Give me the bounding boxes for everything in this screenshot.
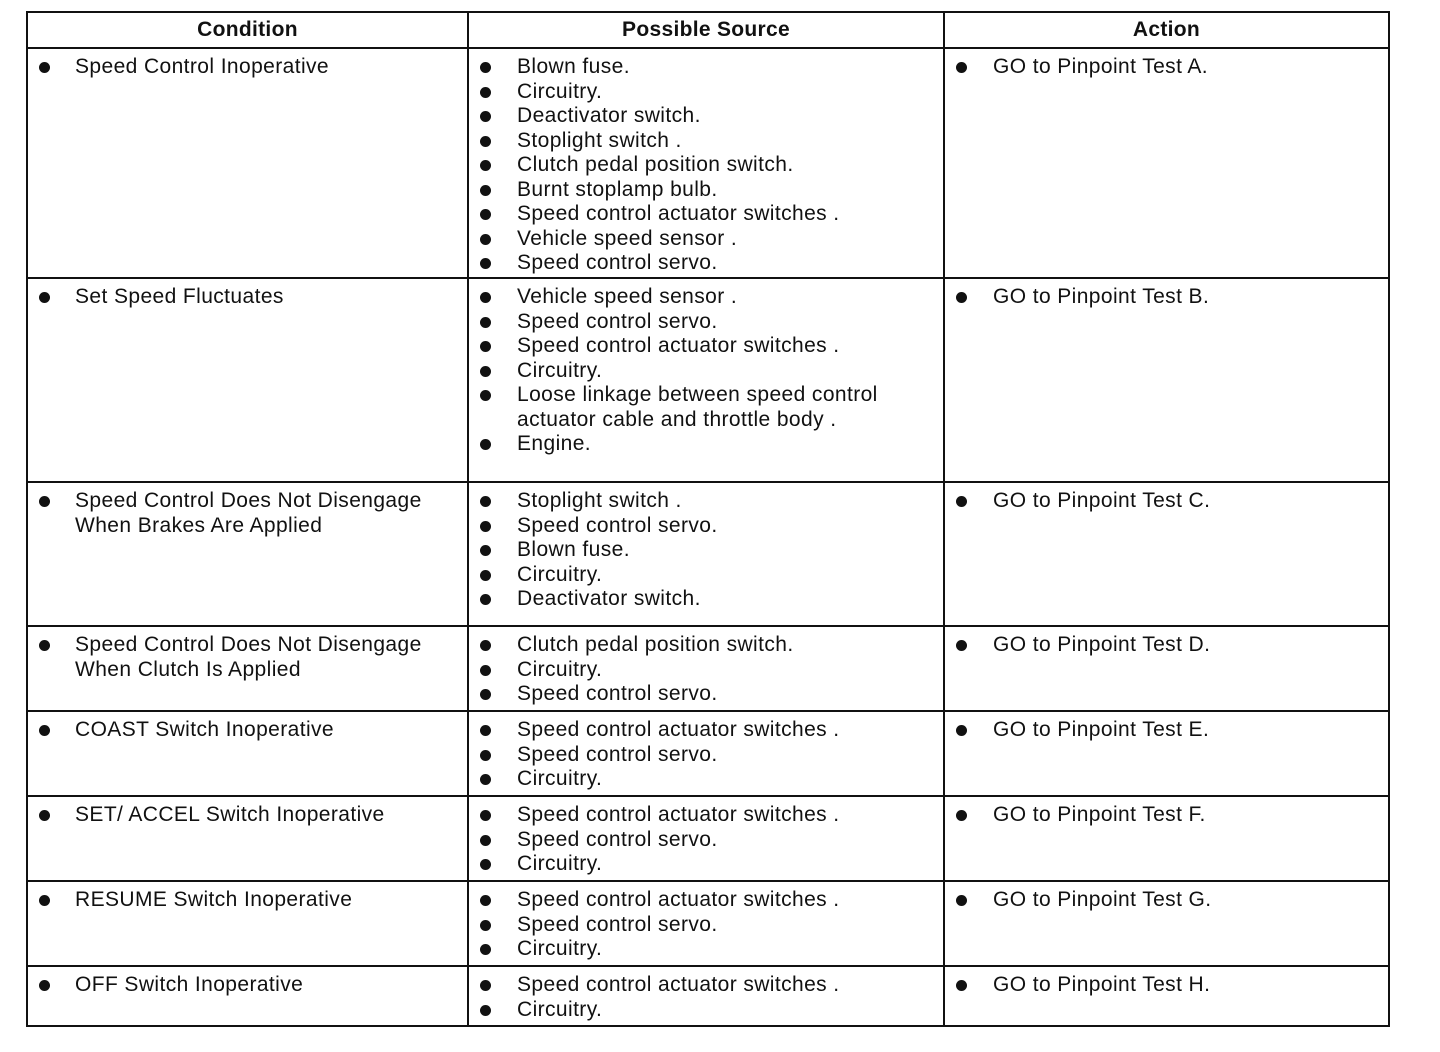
- condition-item: [28, 888, 467, 913]
- source-text: Speed control servo.: [517, 251, 718, 274]
- source-text: Engine.: [517, 432, 592, 455]
- condition-item: [28, 973, 467, 998]
- condition-text: RESUME Switch Inoperative: [75, 888, 353, 911]
- action-cell: [944, 48, 1389, 278]
- condition-text: Speed Control Does Not Disengage When Clutch Is Applied: [75, 633, 422, 681]
- possible-source-cell: [468, 482, 944, 626]
- condition-item: [28, 489, 467, 538]
- source-item: [469, 359, 943, 384]
- bullet-icon: [480, 774, 491, 785]
- condition-cell: [27, 711, 468, 796]
- condition-item: [28, 55, 467, 80]
- source-item: [469, 129, 943, 154]
- bullet-icon: [480, 750, 491, 761]
- possible-source-cell: [468, 711, 944, 796]
- condition-text: Speed Control Inoperative: [75, 55, 329, 78]
- possible-source-cell: [468, 966, 944, 1026]
- action-text: GO to Pinpoint Test E.: [993, 718, 1210, 741]
- source-text: Deactivator switch.: [517, 587, 701, 610]
- source-text: Stoplight switch .: [517, 489, 682, 512]
- source-item: [469, 563, 943, 588]
- bullet-icon: [480, 185, 491, 196]
- source-item: [469, 383, 943, 432]
- source-text: Vehicle speed sensor .: [517, 226, 738, 250]
- source-item: [469, 202, 943, 227]
- bullet-icon: [480, 366, 491, 377]
- action-cell: [944, 711, 1389, 796]
- source-text: Speed control servo.: [517, 309, 718, 333]
- source-text: Circuitry.: [517, 657, 603, 681]
- source-text: Loose linkage between speed control actuator cable and throttle body .: [517, 383, 878, 431]
- possible-source-cell: [468, 626, 944, 711]
- condition-item: [28, 633, 467, 682]
- bullet-icon: [480, 521, 491, 532]
- bullet-icon: [480, 570, 491, 581]
- bullet-icon: [480, 439, 491, 450]
- table-body: [27, 48, 1389, 1026]
- header-action: Action: [944, 12, 1389, 48]
- source-text: Burnt stoplamp bulb.: [517, 177, 718, 201]
- source-text: Circuitry.: [517, 767, 603, 790]
- bullet-icon: [480, 835, 491, 846]
- action-item: [945, 803, 1388, 828]
- source-text: Clutch pedal position switch.: [517, 153, 794, 176]
- bullet-icon: [39, 496, 50, 507]
- bullet-icon: [480, 136, 491, 147]
- bullet-icon: [956, 640, 967, 651]
- bullet-icon: [956, 810, 967, 821]
- source-text: Circuitry.: [517, 937, 603, 960]
- bullet-icon: [480, 689, 491, 700]
- action-text: GO to Pinpoint Test A.: [993, 55, 1209, 78]
- header-row: [27, 12, 1389, 48]
- condition-cell: [27, 482, 468, 626]
- source-item: [469, 998, 943, 1023]
- bullet-icon: [480, 341, 491, 352]
- source-item: [469, 334, 943, 359]
- bullet-icon: [480, 895, 491, 906]
- action-item: [945, 633, 1388, 658]
- source-item: [469, 178, 943, 203]
- condition-item: [28, 285, 467, 310]
- condition-text: SET/ ACCEL Switch Inoperative: [75, 803, 385, 826]
- source-item: [469, 718, 943, 743]
- source-item: [469, 888, 943, 913]
- possible-source-cell: [468, 278, 944, 482]
- source-item: [469, 658, 943, 683]
- source-item: [469, 743, 943, 768]
- bullet-icon: [480, 594, 491, 605]
- source-text: Speed control actuator switches .: [517, 334, 840, 357]
- source-item: [469, 285, 943, 310]
- condition-text: OFF Switch Inoperative: [75, 973, 304, 996]
- source-item: [469, 767, 943, 792]
- source-text: Circuitry.: [517, 79, 603, 103]
- source-text: Speed control actuator switches .: [517, 718, 840, 741]
- possible-source-cell: [468, 796, 944, 881]
- source-text: Speed control actuator switches .: [517, 888, 840, 911]
- bullet-icon: [480, 920, 491, 931]
- header-condition: Condition: [27, 12, 468, 48]
- bullet-icon: [39, 640, 50, 651]
- source-text: Circuitry.: [517, 562, 603, 586]
- action-cell: [944, 966, 1389, 1026]
- source-text: Speed control actuator switches .: [517, 973, 840, 996]
- bullet-icon: [480, 665, 491, 676]
- bullet-icon: [956, 895, 967, 906]
- bullet-icon: [480, 496, 491, 507]
- condition-cell: [27, 626, 468, 711]
- action-cell: [944, 626, 1389, 711]
- bullet-icon: [480, 810, 491, 821]
- condition-cell: [27, 796, 468, 881]
- action-item: [945, 285, 1388, 310]
- possible-source-cell: [468, 881, 944, 966]
- source-item: [469, 251, 943, 276]
- condition-cell: [27, 48, 468, 278]
- action-item: [945, 718, 1388, 743]
- condition-cell: [27, 966, 468, 1026]
- source-item: [469, 828, 943, 853]
- bullet-icon: [956, 292, 967, 303]
- source-item: [469, 227, 943, 252]
- source-text: Circuitry.: [517, 358, 603, 382]
- source-item: [469, 55, 943, 80]
- table-row: [27, 796, 1389, 881]
- source-item: [469, 852, 943, 877]
- bullet-icon: [480, 725, 491, 736]
- source-text: Circuitry.: [517, 997, 603, 1021]
- source-text: Speed control servo.: [517, 912, 718, 936]
- source-item: [469, 682, 943, 707]
- source-item: [469, 803, 943, 828]
- source-item: [469, 104, 943, 129]
- source-text: Speed control servo.: [517, 827, 718, 851]
- action-text: GO to Pinpoint Test H.: [993, 973, 1211, 996]
- action-cell: [944, 881, 1389, 966]
- bullet-icon: [480, 87, 491, 98]
- source-item: [469, 587, 943, 612]
- condition-item: [28, 803, 467, 828]
- possible-source-cell: [468, 48, 944, 278]
- diagnosis-table: [26, 11, 1390, 1027]
- source-item: [469, 633, 943, 658]
- source-text: Speed control servo.: [517, 682, 718, 705]
- bullet-icon: [956, 496, 967, 507]
- bullet-icon: [480, 62, 491, 73]
- bullet-icon: [480, 980, 491, 991]
- source-text: Blown fuse.: [517, 55, 630, 78]
- source-item: [469, 538, 943, 563]
- bullet-icon: [480, 545, 491, 556]
- bullet-icon: [480, 1005, 491, 1016]
- bullet-icon: [480, 292, 491, 303]
- bullet-icon: [480, 317, 491, 328]
- source-text: Speed control servo.: [517, 513, 718, 537]
- source-item: [469, 937, 943, 962]
- source-text: Speed control servo.: [517, 742, 718, 766]
- bullet-icon: [480, 234, 491, 245]
- action-text: GO to Pinpoint Test D.: [993, 633, 1211, 656]
- action-item: [945, 973, 1388, 998]
- table-row: [27, 626, 1389, 711]
- bullet-icon: [480, 390, 491, 401]
- source-text: Speed control actuator switches .: [517, 803, 840, 826]
- bullet-icon: [480, 209, 491, 220]
- source-item: [469, 432, 943, 457]
- bullet-icon: [39, 980, 50, 991]
- source-item: [469, 310, 943, 335]
- source-text: Blown fuse.: [517, 538, 630, 561]
- bullet-icon: [39, 62, 50, 73]
- bullet-icon: [480, 160, 491, 171]
- action-cell: [944, 278, 1389, 482]
- source-text: Deactivator switch.: [517, 104, 701, 127]
- source-text: Stoplight switch .: [517, 128, 682, 152]
- table-row: [27, 966, 1389, 1026]
- action-item: [945, 489, 1388, 514]
- table-row: [27, 278, 1389, 482]
- source-text: Clutch pedal position switch.: [517, 633, 794, 656]
- action-cell: [944, 482, 1389, 626]
- table-row: [27, 48, 1389, 278]
- table-row: [27, 482, 1389, 626]
- table-row: [27, 881, 1389, 966]
- action-item: [945, 888, 1388, 913]
- action-text: GO to Pinpoint Test C.: [993, 489, 1211, 512]
- bullet-icon: [39, 810, 50, 821]
- bullet-icon: [480, 944, 491, 955]
- bullet-icon: [39, 292, 50, 303]
- header-possible-source: Possible Source: [468, 12, 944, 48]
- condition-cell: [27, 278, 468, 482]
- bullet-icon: [480, 258, 491, 269]
- action-item: [945, 55, 1388, 80]
- bullet-icon: [480, 859, 491, 870]
- action-text: GO to Pinpoint Test G.: [993, 888, 1212, 911]
- bullet-icon: [956, 725, 967, 736]
- bullet-icon: [480, 111, 491, 122]
- condition-text: Set Speed Fluctuates: [75, 285, 284, 308]
- bullet-icon: [956, 980, 967, 991]
- action-cell: [944, 796, 1389, 881]
- condition-cell: [27, 881, 468, 966]
- bullet-icon: [480, 640, 491, 651]
- source-text: Circuitry.: [517, 852, 603, 875]
- source-item: [469, 514, 943, 539]
- condition-text: COAST Switch Inoperative: [75, 718, 334, 741]
- source-item: [469, 489, 943, 514]
- source-text: Speed control actuator switches .: [517, 202, 840, 225]
- source-item: [469, 153, 943, 178]
- condition-text: Speed Control Does Not Disengage When Brakes Are Applied: [75, 489, 422, 537]
- bullet-icon: [956, 62, 967, 73]
- bullet-icon: [39, 895, 50, 906]
- source-item: [469, 913, 943, 938]
- source-text: Vehicle speed sensor .: [517, 285, 738, 308]
- source-item: [469, 80, 943, 105]
- table-row: [27, 711, 1389, 796]
- action-text: GO to Pinpoint Test B.: [993, 285, 1210, 308]
- bullet-icon: [39, 725, 50, 736]
- condition-item: [28, 718, 467, 743]
- source-item: [469, 973, 943, 998]
- action-text: GO to Pinpoint Test F.: [993, 803, 1206, 826]
